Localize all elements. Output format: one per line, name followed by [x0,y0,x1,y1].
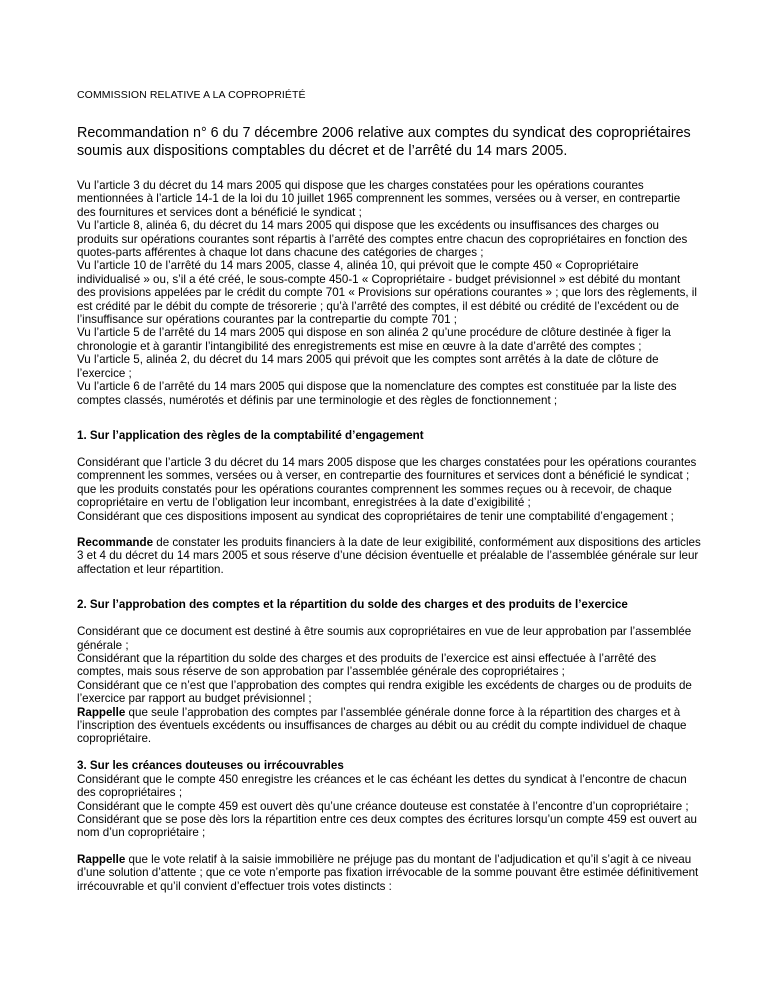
visa-paragraph: Vu l’article 8, alinéa 6, du décret du 14 mars 2005 qui dispose que les excédents ou insuffisances des charges ou produits sur opérations courantes sont répartis à l’arrêté des comptes entre chacun des copropriétaires en fonction des quotes-parts afférentes à chaque lot dans chacune des catégories de charges ; [77,219,688,260]
visa-paragraph: Vu l’article 6 de l’arrêté du 14 mars 2005 qui dispose que la nomenclature des comptes est constituée par la liste des comptes classés, numérotés et définis par une terminologie et des règles de fonctionnement ; [77,380,677,407]
visa-paragraph: Vu l’article 10 de l’arrêté du 14 mars 2005, classe 4, alinéa 10, qui prévoit que le compte 450 « Copropriétaire individualisé » ou, s’il a été créé, le sous-compte 450-1 « Copropriétaire - budget prévisionnel » est débité du montant des provisions appelées par le crédit du compte 701 « Provisions sur opérations courantes » ; que lors des règlements, il est crédité par le débit du compte de trésorerie ; qu’à l’arrêté des comptes, il est débité ou crédité de l’excédent ou de l’insuffisance sur opérations courantes par la contrepartie du compte 701 ; [77,259,697,327]
section-1-recommendation [77,536,702,576]
section-3-rappel [77,853,702,893]
rappelle-text: que seule l’approbation des comptes par l’assemblée générale donne force à la répartition des charges et à l’inscription des éventuels excédents ou insuffisances de charges au débit ou au crédit du compte individuel de chaque copropriétaire. [77,705,687,746]
rappelle-label: Rappelle [77,852,126,866]
section-2-considerant: Considérant que ce document est destiné à être soumis aux copropriétaires en vue de leur approbation par l’assemblée générale ; [77,625,692,652]
recommande-label: Recommande [77,535,154,549]
recommande-text: de constater les produits financiers à la date de leur exigibilité, conformément aux dispositions des articles 3 et 4 du décret du 14 mars 2005 et sous réserve d’une décision éventuelle et préalable de l’assemblée générale sur leur affectation et leur répartition. [77,535,701,576]
rappelle-text: que le vote relatif à la saisie immobilière ne préjuge pas du montant de l’adjudication et qu’il s’agit à ce niveau d’une solution d’attente ; que ce vote n’emporte pas fixation irrévocable de la somme pouvant être estimée définitivement irrécouvrable et qu’il convient d’effectuer trois votes distincts : [77,852,699,893]
visa-paragraph: Vu l’article 5, alinéa 2, du décret du 14 mars 2005 qui prévoit que les comptes sont arrêtés à la date de clôture de l’exercice ; [77,353,659,380]
section-2-rappel [77,706,702,746]
section-3-considerant: Considérant que se pose dès lors la répartition entre ces deux comptes des écritures lorsqu’un compte 459 est ouvert au nom d’un copropriétaire ; [77,813,697,840]
document-body [77,179,702,893]
section-1-heading: 1. Sur l’application des règles de la comptabilité d’engagement [77,428,424,442]
section-1-considerant: Considérant que l’article 3 du décret du 14 mars 2005 dispose que les charges constatées pour les opérations courantes comprennent les sommes, versées ou à verser, en contrepartie des fournitures et services dont a bénéficié le syndicat ; que les produits constatés pour les opérations courantes comprennent les sommes reçues ou à recevoir, de chaque copropriétaire en vertu de l’obligation leur incombant, enregistrées à la date d’exigibilité ; [77,455,697,510]
section-2-heading: 2. Sur l’approbation des comptes et la répartition du solde des charges et des produits de l’exercice [77,598,628,612]
visa-paragraph: Vu l’article 5 de l’arrêté du 14 mars 2005 qui dispose en son alinéa 2 qu’une procédure de clôture destinée à figer la chronologie et à garantir l’intangibilité des enregistrements est mise en œuvre à la date d’arrêté des comptes ; [77,326,671,353]
section-2-considerant: Considérant que ce n’est que l’approbation des comptes qui rendra exigible les excédents de charges ou de produits de l’exercice par rapport au budget prévisionnel ; [77,678,692,706]
section-3-considerant: Considérant que le compte 459 est ouvert dès qu’une créance douteuse est constatée à l’encontre d’un copropriétaire ; [77,799,689,813]
recommendation-title: Recommandation n° 6 du 7 décembre 2006 relative aux comptes du syndicat des copropriétaires soumis aux dispositions comptables du décret et de l’arrêté du 14 mars 2005. [77,125,691,159]
visa-paragraph: Vu l’article 3 du décret du 14 mars 2005 qui dispose que les charges constatées pour les opérations courantes mentionnées à l’article 14-1 de la loi du 10 juillet 1965 comprennent les sommes, versées ou à verser, en contrepartie des fournitures et services dont a bénéficié le syndicat ; [77,179,681,219]
section-2-considerant: Considérant que la répartition du solde des charges et des produits de l’exercice est ainsi effectuée à l’arrêté des comptes, mais sous réserve de son approbation par l’assemblée générale des copropriétaires ; [77,651,657,679]
section-3-considerant: Considérant que le compte 450 enregistre les créances et le cas échéant les dettes du syndicat à l’encontre de chacun des copropriétaires ; [77,772,687,800]
commission-header: COMMISSION RELATIVE A LA COPROPRIÉTÉ [77,89,306,101]
section-1-considerant: Considérant que ces dispositions imposent au syndicat des copropriétaires de tenir une comptabilité d’engagement ; [77,509,674,523]
section-3-heading: 3. Sur les créances douteuses ou irrécouvrables [77,758,344,772]
rappelle-label: Rappelle [77,705,126,719]
